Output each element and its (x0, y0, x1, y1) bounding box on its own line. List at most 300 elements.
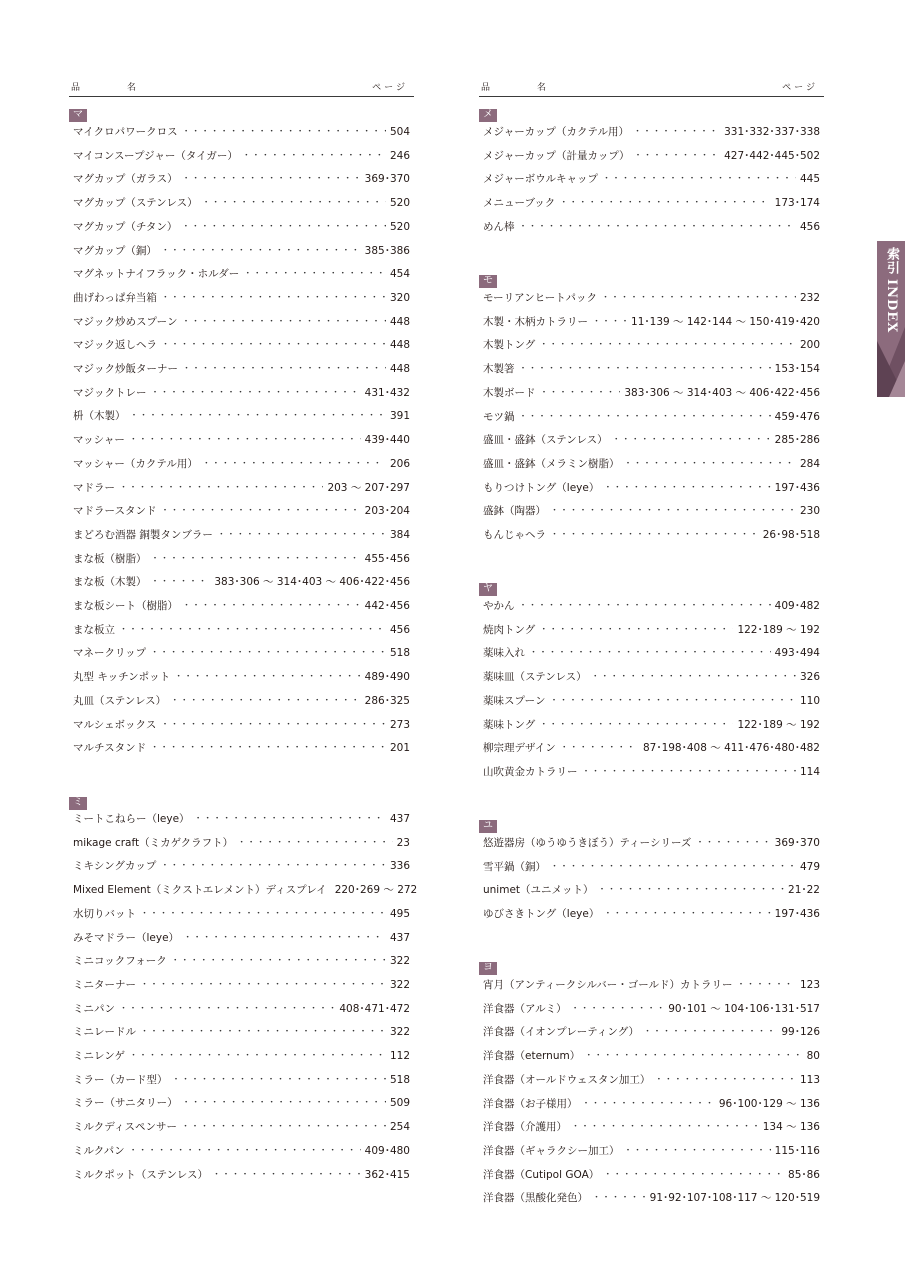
dot-leader (571, 1001, 665, 1017)
entry-pages: 206 (389, 457, 410, 470)
entry-pages: 80 (806, 1050, 820, 1063)
entry-pages: 87･198･408 〜 411･476･480･482 (642, 742, 820, 755)
dot-leader (171, 953, 386, 969)
entry-name: 洋食器（アルミ） (483, 1002, 567, 1015)
entry-pages: 518 (389, 1073, 410, 1086)
entry-name: 山吹黄金カトラリー (483, 765, 578, 778)
entry-pages: 254 (389, 1121, 410, 1134)
index-entry (73, 906, 410, 922)
index-entry (483, 148, 820, 164)
entry-pages: 336 (389, 860, 410, 873)
index-entry (73, 1024, 410, 1040)
dot-leader (182, 361, 386, 377)
entry-pages: 448 (389, 315, 410, 328)
entry-name: まな板（樹脂） (73, 552, 147, 565)
entry-pages: 90･101 〜 104･106･131･517 (668, 1002, 820, 1015)
index-entry (483, 432, 820, 448)
entry-pages: 448 (389, 363, 410, 375)
index-entry (483, 124, 820, 140)
index-entry (483, 669, 820, 685)
entry-name: モーリアンヒートパック (483, 292, 598, 304)
dot-leader (560, 740, 639, 756)
entry-pages: 173･174 (774, 197, 820, 210)
index-entry (73, 740, 410, 756)
entry-name: ミートこねらー（leye） (73, 813, 190, 825)
entry-name: やかん (483, 600, 515, 612)
entry-name: 洋食器（イオンプレーティング） (483, 1026, 640, 1039)
entry-pages: 153･154 (774, 363, 820, 376)
entry-pages: 437 (389, 931, 410, 944)
index-entry (73, 219, 410, 235)
entry-name: まな板シート（樹脂） (73, 600, 178, 612)
index-entry (73, 882, 418, 898)
header-item-name: 品 名 (481, 83, 548, 93)
dot-leader (151, 385, 361, 401)
index-entry (73, 337, 410, 353)
entry-name: マグカップ（ステンレス） (73, 197, 198, 210)
index-entry (483, 693, 820, 709)
section-label-ma: マ (69, 109, 87, 122)
dot-leader (150, 645, 386, 661)
dot-leader (612, 432, 771, 448)
index-entry (73, 148, 410, 164)
dot-leader (539, 717, 733, 733)
entry-name: マグカップ（ガラス） (73, 173, 178, 186)
entry-pages: 197･436 (774, 481, 820, 494)
entry-name: 薬味皿（ステンレス） (483, 671, 587, 684)
entry-name: ミキシングカップ (73, 860, 157, 873)
entry-pages: 369･370 (364, 173, 410, 186)
entry-name: Mixed Element（ミクストエレメント）ディスプレイ (73, 884, 327, 897)
entry-pages: 134 〜 136 (762, 1121, 820, 1134)
column-header (479, 82, 824, 97)
dot-leader (237, 835, 392, 851)
entry-name: メジャーカップ（カクテル用） (483, 126, 629, 138)
dot-leader (519, 361, 771, 377)
entry-pages: 479 (799, 860, 820, 873)
entry-pages: 369･370 (774, 837, 820, 849)
entry-pages: 408･471･472 (339, 1002, 410, 1015)
section-label-ya: ヤ (479, 583, 497, 596)
entry-pages: 409･480 (364, 1144, 410, 1157)
index-entry (73, 622, 410, 638)
entry-pages: 122･189 〜 192 (737, 718, 820, 731)
entry-name: unimet（ユニメット） (483, 884, 594, 897)
index-entry (483, 219, 820, 235)
entry-name: マッシャー (73, 434, 125, 447)
entry-pages: 520 (389, 220, 410, 233)
index-side-tab[interactable] (877, 241, 905, 397)
entry-pages: 21･22 (788, 884, 820, 897)
entry-pages: 331･332･337･338 (724, 126, 820, 138)
entry-pages: 284 (799, 457, 820, 470)
dot-leader (181, 219, 386, 235)
entry-pages: 246 (389, 149, 410, 162)
dot-leader (202, 195, 386, 211)
entry-name: ミニレードル (73, 1026, 136, 1039)
index-entry (73, 290, 410, 306)
entry-pages: 232 (799, 292, 820, 304)
index-entry (483, 480, 820, 496)
entry-pages: 203 〜 207･297 (327, 481, 410, 494)
entry-name: みそマドラー（leye） (73, 931, 180, 944)
entry-name: 雪平鍋（銅） (483, 860, 546, 873)
entry-name: mikage craft（ミカゲクラフト） (73, 836, 234, 849)
entry-pages: 322 (389, 1026, 410, 1039)
entry-pages: 26･98･518 (762, 529, 820, 541)
tab-label-ja: 索引 (884, 247, 899, 275)
entry-pages: 113 (799, 1073, 820, 1086)
index-entry (483, 1048, 820, 1064)
index-entry (483, 859, 820, 875)
entry-name: マネークリップ (73, 647, 147, 660)
entry-pages: 391 (389, 410, 410, 423)
entry-pages: 455･456 (364, 552, 410, 565)
dot-leader (182, 171, 361, 187)
entry-name: 木製箸 (483, 363, 515, 376)
index-entry (73, 1119, 410, 1135)
dot-leader (140, 1024, 386, 1040)
index-entry (73, 835, 410, 851)
entry-pages: 362･415 (364, 1168, 410, 1181)
index-entry (483, 717, 820, 733)
index-entry (73, 480, 410, 496)
index-entry (483, 835, 820, 851)
entry-name: マグカップ（銅） (73, 244, 157, 257)
dot-leader (582, 764, 796, 780)
index-entry (483, 361, 820, 377)
index-entry (483, 1119, 820, 1135)
entry-pages: 504 (389, 126, 410, 138)
dot-leader (151, 551, 361, 567)
dot-leader (559, 195, 770, 211)
dot-leader (582, 1096, 715, 1112)
entry-pages: 200 (799, 339, 820, 352)
index-entry (73, 124, 410, 140)
dot-leader (119, 480, 323, 496)
index-entry (483, 409, 820, 425)
index-entry (483, 764, 820, 780)
index-entry (73, 574, 410, 590)
dot-leader (603, 480, 770, 496)
entry-name: ミラー（サニタリー） (73, 1097, 178, 1110)
entry-pages: 91･92･107･108･117 〜 120･519 (649, 1192, 820, 1205)
entry-pages: 437 (389, 813, 410, 825)
index-entry (483, 882, 820, 898)
index-entry (73, 385, 410, 401)
entry-pages: 322 (389, 955, 410, 968)
entry-name: 焼肉トング (483, 623, 536, 636)
dot-leader (140, 906, 386, 922)
entry-pages: 286･325 (364, 694, 410, 707)
index-entry (483, 1072, 820, 1088)
index-entry (73, 1072, 410, 1088)
index-entry (483, 1096, 820, 1112)
index-entry (73, 953, 410, 969)
entry-name: もんじゃヘラ (483, 529, 546, 541)
section-label-yu: ユ (479, 820, 497, 833)
entry-pages: 459･476 (774, 410, 820, 423)
entry-name: マイクロパワークロス (73, 126, 178, 138)
index-entry (73, 195, 410, 211)
index-entry (483, 171, 820, 187)
entry-pages: 112 (389, 1050, 410, 1062)
entry-name: 洋食器（ギャラクシー加工） (483, 1144, 620, 1157)
index-entry (73, 930, 410, 946)
entry-name: メジャーカップ（計量カップ） (483, 149, 630, 162)
entry-pages: 285･286 (774, 434, 820, 447)
entry-name: マッシャー（カクテル用） (73, 457, 198, 470)
dot-leader (182, 598, 361, 614)
dot-leader (540, 385, 621, 401)
entry-pages: 385･386 (364, 244, 410, 257)
index-entry (73, 527, 410, 543)
entry-name: 宵月（アンティークシルバー・ゴールド）カトラリー (483, 979, 733, 991)
entry-name: 木製ボード (483, 386, 536, 399)
index-entry (73, 669, 410, 685)
entry-name: マルチスタンド (73, 742, 147, 755)
index-entry (483, 740, 820, 756)
dot-leader (603, 1167, 784, 1183)
entry-pages: 454 (389, 268, 410, 281)
index-entry (483, 503, 820, 519)
entry-name: ミラー（カード型） (73, 1073, 168, 1086)
dot-leader (242, 148, 386, 164)
entry-name: 洋食器（Cutipol GOA） (483, 1168, 600, 1181)
entry-name: 薬味入れ (483, 647, 525, 660)
dot-leader (160, 503, 360, 519)
entry-name: ミルクパン (73, 1144, 125, 1157)
dot-leader (633, 124, 720, 140)
dot-leader (624, 456, 796, 472)
entry-pages: 201 (389, 742, 410, 755)
entry-name: もりつけトング（leye） (483, 481, 600, 494)
entry-pages: 11･139 〜 142･144 〜 150･419･420 (631, 315, 820, 328)
index-entry (73, 598, 410, 614)
dot-leader (119, 1001, 335, 1017)
dot-leader (212, 1167, 361, 1183)
entry-pages: 409･482 (774, 600, 820, 612)
dot-leader (182, 1095, 386, 1111)
dot-leader (584, 1048, 802, 1064)
index-entry (483, 385, 820, 401)
entry-pages: 439･440 (364, 434, 410, 447)
entry-pages: 383･306 〜 314･403 〜 406･422･456 (624, 386, 820, 399)
entry-name: まな板立 (73, 623, 115, 636)
dot-leader (130, 408, 386, 424)
index-entry (483, 1190, 820, 1206)
entry-pages: 85･86 (788, 1168, 820, 1181)
entry-name: マルシェボックス (73, 718, 157, 731)
entry-name: ミニレンゲ (73, 1050, 126, 1062)
entry-name: ミニパン (73, 1002, 115, 1015)
dot-leader (129, 432, 361, 448)
dot-leader (624, 1143, 771, 1159)
dot-leader (519, 219, 796, 235)
index-entry (73, 1001, 410, 1017)
entry-pages: 230 (799, 505, 820, 518)
index-entry (483, 1143, 820, 1159)
dot-leader (140, 977, 386, 993)
dot-leader (601, 290, 796, 306)
index-entry (483, 195, 820, 211)
index-entry (73, 432, 410, 448)
entry-pages: 122･189 〜 192 (737, 623, 820, 636)
index-entry (73, 266, 410, 282)
entry-pages: 456 (799, 220, 820, 233)
dot-leader (737, 977, 796, 993)
entry-pages: 509 (389, 1097, 410, 1110)
index-entry (483, 977, 820, 993)
entry-name: 盛皿・盛鉢（メラミン樹脂） (483, 457, 620, 470)
index-entry (73, 503, 410, 519)
entry-pages: 445 (799, 173, 820, 186)
dot-leader (243, 266, 386, 282)
entry-name: 丸型 キッチンポット (73, 671, 171, 684)
header-page-label: ページ (782, 83, 818, 93)
index-entry (483, 1167, 820, 1183)
dot-leader (633, 148, 720, 164)
right-index-column (479, 82, 824, 1205)
index-entry (483, 527, 820, 543)
entry-name: 丸皿（ステンレス） (73, 694, 167, 707)
index-entry (73, 361, 410, 377)
entry-name: マジック炒飯ターナー (73, 363, 178, 375)
index-entry (73, 408, 410, 424)
dot-leader (182, 124, 386, 140)
entry-name: 薬味スプーン (483, 694, 546, 707)
entry-name: マグカップ（チタン） (73, 220, 178, 233)
index-entry (73, 1095, 410, 1111)
dot-leader (598, 882, 784, 898)
entry-pages: 493･494 (774, 647, 820, 660)
entry-name: 薬味トング (483, 718, 536, 731)
dot-leader (695, 835, 770, 851)
dot-leader (160, 858, 386, 874)
entry-name: マジック炒めスプーン (73, 315, 178, 328)
entry-pages: 114 (799, 765, 820, 778)
index-entry (483, 598, 820, 614)
dot-leader (183, 930, 386, 946)
index-entry (73, 717, 410, 733)
entry-name: 洋食器（オールドウェスタン加工） (483, 1073, 651, 1086)
entry-pages: 96･100･129 〜 136 (718, 1097, 820, 1110)
entry-pages: 320 (389, 291, 410, 304)
dot-leader (129, 1143, 361, 1159)
dot-leader (592, 1190, 646, 1206)
dot-leader (550, 859, 796, 875)
index-entry (73, 977, 410, 993)
index-entry (73, 811, 410, 827)
index-entry (73, 1048, 410, 1064)
entry-name: 悠遊器房（ゆうゆうきぼう）ティーシリーズ (483, 837, 692, 849)
dot-leader (161, 290, 386, 306)
header-item-name: 品 名 (71, 83, 138, 93)
entry-pages: 383･306 〜 314･403 〜 406･422･456 (214, 576, 410, 589)
dot-leader (592, 314, 627, 330)
entry-pages: 495 (389, 907, 410, 920)
index-entry (483, 906, 820, 922)
entry-name: まどろむ酒器 銅製タンブラー (73, 528, 213, 541)
entry-name: マジックトレー (73, 386, 147, 399)
entry-name: 盛皿・盛鉢（ステンレス） (483, 434, 608, 447)
entry-name: 洋食器（お子様用） (483, 1097, 578, 1110)
entry-pages: 442･456 (364, 600, 410, 612)
index-entry (483, 622, 820, 638)
entry-name: メジャーボウルキャップ (483, 173, 598, 186)
index-entry (73, 314, 410, 330)
entry-pages: 220･269 〜 272 (334, 884, 418, 897)
entry-pages: 489･490 (364, 671, 410, 684)
dot-leader (519, 598, 771, 614)
entry-name: 柳宗理デザイン (483, 742, 556, 755)
entry-pages: 197･436 (774, 908, 820, 921)
entry-name: ミニコックフォーク (73, 955, 167, 968)
entry-pages: 384 (389, 528, 410, 541)
entry-name: 木製・木柄カトラリー (483, 315, 588, 328)
entry-name: モツ鍋 (483, 410, 515, 423)
entry-pages: 448 (389, 339, 410, 352)
index-entry (73, 171, 410, 187)
dot-leader (602, 171, 796, 187)
entry-pages: 456 (389, 623, 410, 636)
entry-pages: 273 (389, 718, 410, 731)
tab-label (877, 247, 905, 333)
dot-leader (174, 669, 361, 685)
entry-name: 曲げわっぱ弁当箱 (73, 291, 157, 304)
index-entry (483, 337, 820, 353)
entry-name: マグネットナイフラック・ホルダー (73, 268, 240, 281)
entry-name: 木製トング (483, 339, 536, 352)
dot-leader (550, 503, 796, 519)
dot-leader (194, 811, 386, 827)
dot-leader (519, 409, 771, 425)
column-header (69, 82, 414, 97)
entry-name: まな板（木製） (73, 576, 147, 589)
dot-leader (161, 337, 386, 353)
dot-leader (643, 1024, 777, 1040)
dot-leader (181, 1119, 386, 1135)
entry-name: マイコンスープジャー（タイガー） (73, 149, 238, 162)
entry-name: 枡（木製） (73, 410, 126, 423)
entry-name: 水切りバット (73, 907, 136, 920)
dot-leader (119, 622, 386, 638)
entry-pages: 110 (799, 694, 820, 707)
index-entry (73, 456, 410, 472)
entry-name: ミルクディスペンサー (73, 1121, 177, 1134)
entry-name: マジック返しヘラ (73, 339, 157, 352)
dot-leader (549, 693, 795, 709)
entry-name: マドラー (73, 481, 115, 494)
dot-leader (603, 906, 770, 922)
dot-leader (654, 1072, 796, 1088)
dot-leader (181, 314, 385, 330)
entry-pages: 431･432 (364, 386, 410, 399)
dot-leader (160, 717, 386, 733)
section-label-mo: モ (479, 275, 497, 288)
dot-leader (150, 740, 386, 756)
index-entry (483, 1001, 820, 1017)
index-entry (73, 1143, 410, 1159)
index-entry (73, 693, 410, 709)
index-entry (483, 1024, 820, 1040)
entry-name: ミルクポット（ステンレス） (73, 1168, 208, 1181)
entry-name: ミニターナー (73, 978, 136, 991)
dot-leader (151, 574, 211, 590)
entry-pages: 203･204 (364, 505, 410, 518)
dot-leader (571, 1119, 759, 1135)
entry-name: メニューブック (483, 197, 556, 210)
